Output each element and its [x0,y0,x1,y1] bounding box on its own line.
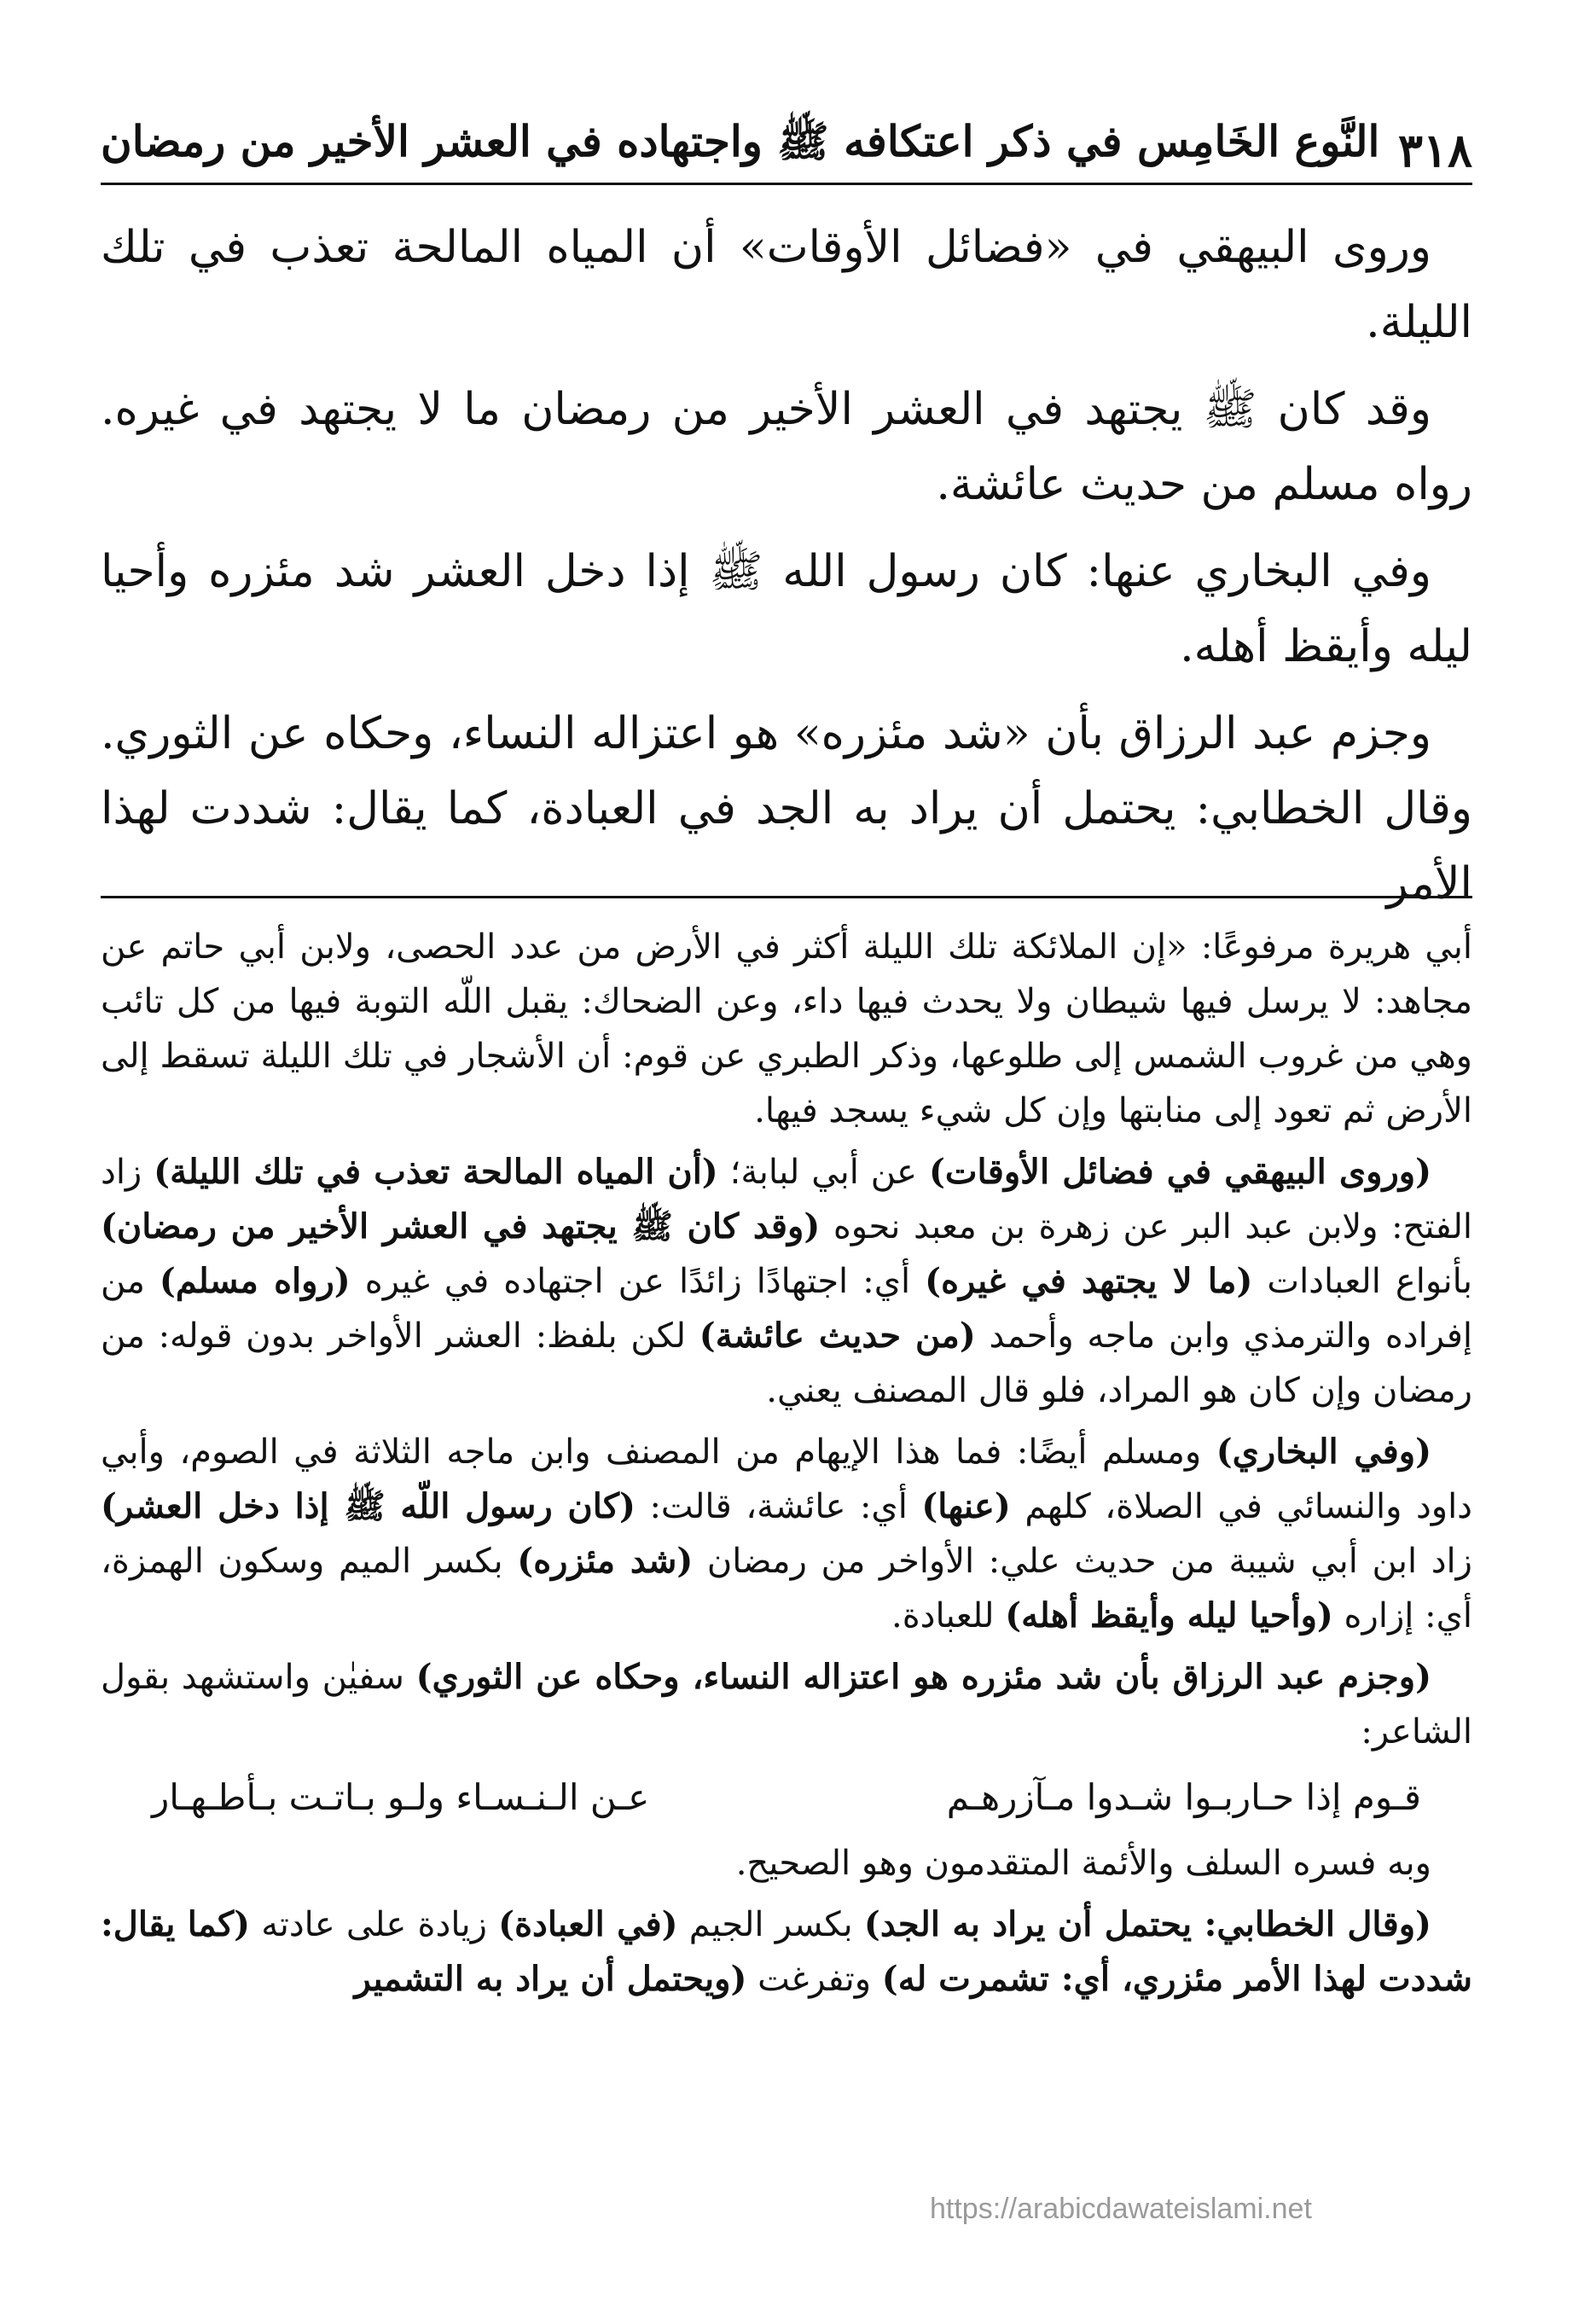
quoted-text: (ويحتمل أن يراد به التشمير [354,1959,747,1999]
commentary-paragraph: وبه فسره السلف والأئمة المتقدمون وهو الصحيح. [735,1844,1431,1883]
main-paragraph: وفي البخاري عنها: كان رسول الله ﷺ إذا دخل العشر شد مئزره وأحيا ليله وأيقظ أهله. [101,546,1472,672]
verse-second-hemistich: عـن الـنـسـاء ولـو بـاتـت بـأطـهـار [152,1776,650,1818]
watermark-url: https://arabicdawateislami.net [930,2193,1312,2225]
commentary-text: من إفراده والترمذي وابن ماجه وأحمد [101,1262,1473,1356]
commentary-text: بكسر الميم وسكون الهمزة، أي: إزاره [101,1542,1472,1636]
main-paragraph: وروى البيهقي في «فضائل الأوقات» أن المياه المالحة تعذب في تلك الليلة. [101,222,1472,348]
quoted-text: (وقال الخطابي: يحتمل أن يراد به الجد) [863,1904,1431,1944]
running-head: النَّوع الخَامِس في ذكر اعتكافه ﷺ واجتهاده في العشر الأخير من رمضان [101,116,1380,166]
header-rule [101,183,1472,185]
commentary-text: لكن بلفظ: العشر الأواخر بدون قوله: من رمضان وإن كان هو المراد، فلو قال المصنف يعني. [101,1316,1472,1410]
commentary-text: أي: عائشة، قالت: [635,1487,922,1526]
quoted-text: (أن المياه المالحة تعذب في تلك الليلة) [154,1152,718,1192]
commentary-divider [101,896,1472,898]
quoted-text: (وروى البيهقي في فضائل الأوقات) [928,1152,1432,1192]
commentary [101,920,1472,2013]
page-number: ٣١٨ [1397,123,1472,177]
quoted-text: (ما لا يجتهد في غيره) [925,1261,1253,1301]
commentary-text: بكسر الجيم [677,1905,864,1944]
main-text [101,210,1472,933]
quoted-text: (كان رسول اللّه ﷺ إذا دخل العشر) [101,1486,636,1526]
commentary-text: زيادة على عادته [250,1905,499,1944]
commentary-text: ومسلم أيضًا: فما هذا الإيهام من المصنف وابن ماجه الثلاثة في الصوم، وأبي داود والنسائي في الصلاة، كلهم [101,1432,1472,1526]
commentary-text: بأنواع العبادات [1252,1262,1472,1301]
quoted-text: (رواه مسلم) [159,1261,351,1301]
commentary-text: سفيٰن واستشهد بقول الشاعر: [101,1658,1472,1752]
quoted-text: (في العبادة) [498,1904,678,1944]
quoted-text: (من حديث عائشة) [699,1316,976,1356]
quoted-text: (كما يقال: شددت لهذا الأمر مئزري، أي: تشمرت له) [101,1904,1472,1999]
commentary-text: وتفرغت [746,1960,882,1999]
commentary-text: زاد الفتح: ولابن عبد البر عن زهرة بن معبد نحوه [101,1153,1473,1246]
commentary-text: للعبادة. [891,1596,1006,1636]
quoted-text: (وأحيا ليله وأيقظ أهله) [1005,1595,1333,1636]
commentary-text: عن أبي لبابة؛ [717,1153,929,1192]
commentary-paragraph [101,1425,1472,1643]
poetry-verse [152,1768,1421,1827]
main-paragraph: وقد كان ﷺ يجتهد في العشر الأخير من رمضان ما لا يجتهد في غيره. رواه مسلم من حديث عائشة. [101,384,1472,510]
commentary-paragraph [101,1897,1472,2007]
quoted-text: (عنها) [921,1486,1011,1526]
main-paragraph: وجزم عبد الرزاق بأن «شد مئزره» هو اعتزاله النساء، وحكاه عن الثوري. وقال الخطابي: يحتمل أن يراد به الجد في العبادة، كما يقال: شددت لهذا الأمر [101,708,1472,909]
page-header [101,101,1472,177]
commentary-text: زاد ابن أبي شيبة من حديث علي: الأواخر من رمضان [693,1542,1472,1581]
quoted-text: (وجزم عبد الرزاق بأن شد مئزره هو اعتزاله النساء، وحكاه عن الثوري) [415,1657,1431,1697]
commentary-text: أي: اجتهادًا زائدًا عن اجتهاده في غيره [350,1262,926,1301]
commentary-paragraph: أبي هريرة مرفوعًا: «إن الملائكة تلك الليلة أكثر في الأرض من عدد الحصى، ولابن أبي حاتم عن مجاهد: لا يرسل فيها شيطان ولا يحدث فيها داء، وعن الضحاك: يقبل اللّه التوبة فيها من كل تائب وهي من غروب الشمس إلى طلوعها، وذكر الطبري عن قوم: أن الأشجار في تلك الليلة تسقط إلى الأرض ثم تعود إلى منابتها وإن كل شيء يسجد فيها. [101,927,1472,1130]
verse-first-hemistich: قـوم إذا حـاربـوا شـدوا مـآزرهـم [946,1776,1421,1818]
quoted-text: (وقد كان ﷺ يجتهد في العشر الأخير من رمضان) [101,1206,821,1246]
quoted-text: (وفي البخاري) [1216,1432,1431,1472]
commentary-paragraph [101,1145,1472,1418]
quoted-text: (شد مئزره) [517,1541,694,1581]
commentary-paragraph [101,1650,1472,1759]
